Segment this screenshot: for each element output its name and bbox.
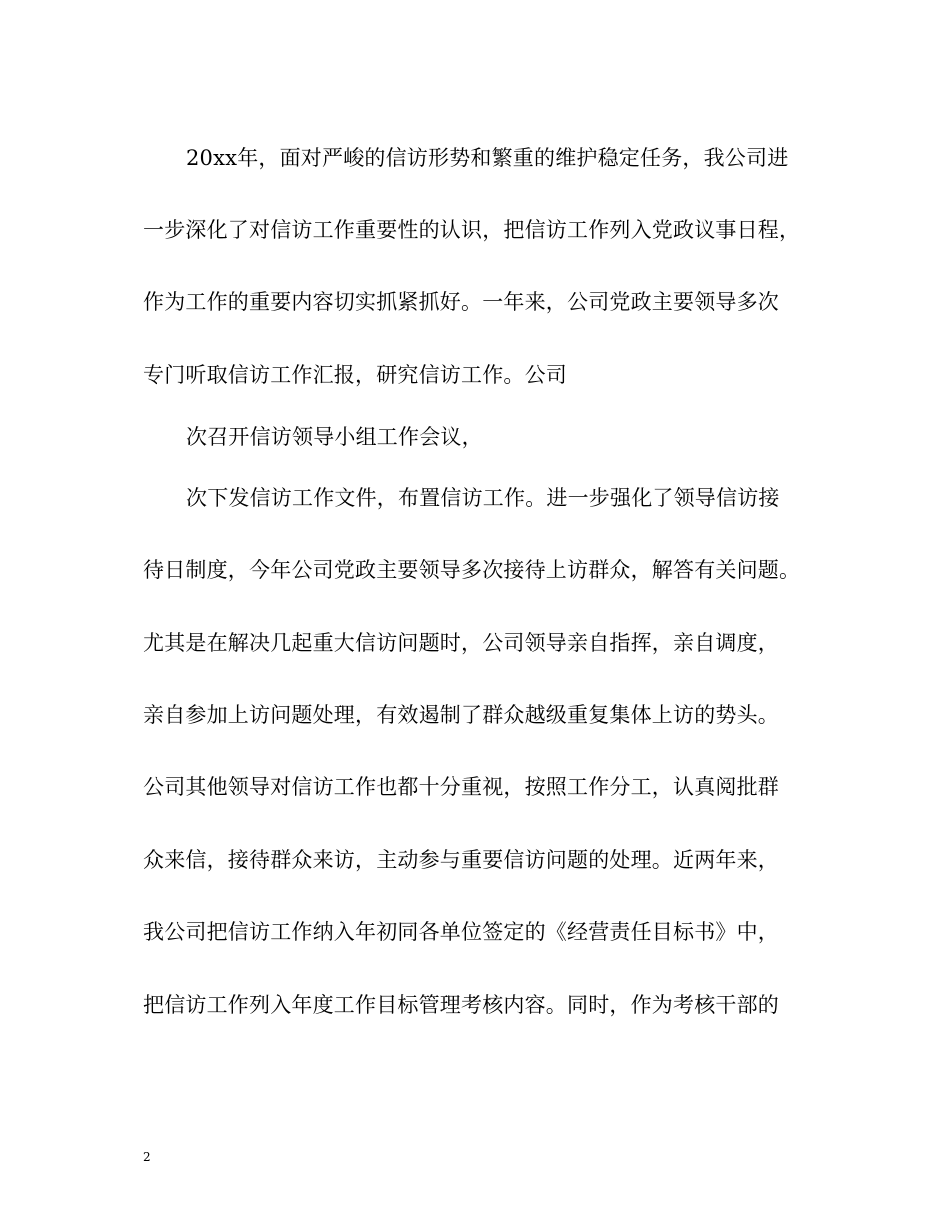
paragraph-line-6: 次下发信访工作文件，布置信访工作。进一步强化了领导信访接 [186,486,780,510]
paragraph-line-13: 把信访工作列入年度工作目标管理考核内容。同时，作为考核干部的 [143,993,779,1017]
paragraph-line-11: 众来信，接待群众来访，主动参与重要信访问题的处理。近两年来， [143,848,779,872]
page-number: 2 [143,1150,151,1164]
paragraph-line-9: 亲自参加上访问题处理，有效遏制了群众越级重复集体上访的势头。 [143,703,779,727]
paragraph-line-3: 作为工作的重要内容切实抓紧抓好。一年来，公司党政主要领导多次 [143,290,779,314]
paragraph-line-8: 尤其是在解决几起重大信访问题时，公司领导亲自指挥，亲自调度， [143,631,779,655]
paragraph-line-4: 专门听取信访工作汇报，研究信访工作。公司 [143,363,567,387]
paragraph-line-7: 待日制度，今年公司党政主要领导多次接待上访群众，解答有关问题。 [143,558,801,582]
paragraph-line-1: 20xx年，面对严峻的信访形势和繁重的维护稳定任务，我公司进 [186,146,789,170]
paragraph-line-2: 一步深化了对信访工作重要性的认识，把信访工作列入党政议事日程， [143,218,801,242]
paragraph-line-12: 我公司把信访工作纳入年初同各单位签定的《经营责任目标书》中， [143,920,779,944]
paragraph-line-10: 公司其他领导对信访工作也都十分重视，按照工作分工，认真阅批群 [143,775,779,799]
paragraph-line-5: 次召开信访领导小组工作会议， [186,425,483,449]
